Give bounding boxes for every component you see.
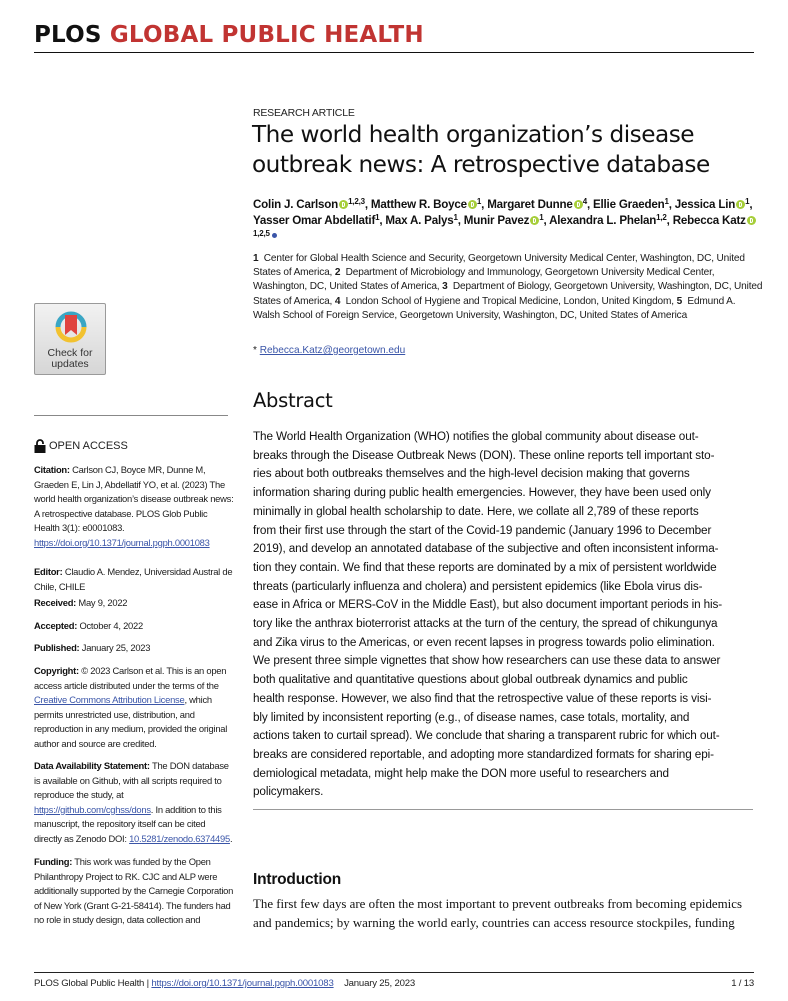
- open-access-label: OPEN ACCESS: [49, 440, 128, 452]
- accepted-label: Accepted:: [34, 620, 78, 631]
- author-affiliation-numbers: 1: [453, 213, 458, 222]
- introduction-body: [253, 895, 765, 932]
- received-date: May 9, 2022: [78, 597, 128, 608]
- author-affiliation-numbers: 1: [745, 197, 750, 206]
- introduction-line: and pandemics; by warning the world early, countries can access resource stockpiles, funding: [253, 915, 735, 930]
- github-link[interactable]: https://github.com/cghss/dons: [34, 803, 151, 815]
- zenodo-doi-link[interactable]: 10.5281/zenodo.6374495: [129, 832, 230, 844]
- data-availability-text-after: .: [229, 832, 233, 844]
- affiliation-number: 4: [334, 295, 341, 307]
- author-affiliation-numbers: 1: [476, 197, 482, 206]
- citation-block: [34, 463, 234, 550]
- footer-date: January 25, 2023: [344, 978, 416, 989]
- license-link[interactable]: Creative Commons Attribution License: [34, 694, 185, 705]
- abstract-heading: Abstract: [253, 389, 333, 412]
- affiliation-text: Department of Biology, Georgetown University, Washington, DC, United States of America,: [253, 281, 763, 307]
- abstract-line: bly limited by inconsistent reporting (e.g., of disease names, case totals, mortality, and: [253, 710, 690, 724]
- abstract-line: breaks through the Disease Outbreak News (DON). These online reports tell important sto-: [253, 448, 715, 462]
- author-name: Colin J. Carlson: [253, 198, 339, 211]
- orcid-icon[interactable]: [747, 216, 756, 225]
- orcid-icon[interactable]: [530, 216, 539, 225]
- author: [385, 214, 463, 227]
- abstract-line: health response. However, we also find that the retrospective value of these reports is visi-: [253, 691, 712, 705]
- author-name: Ellie Graeden: [592, 198, 665, 211]
- corresponding-email-link[interactable]: Rebecca.Katz@georgetown.edu: [259, 345, 406, 356]
- copyright-label: Copyright:: [34, 665, 79, 676]
- orcid-icon[interactable]: [736, 200, 745, 209]
- sidebar-divider: [34, 415, 228, 416]
- data-availability-text-middle: . In addition to this manuscript, the repository itself can be cited directly as Zenodo DOI:: [34, 803, 222, 844]
- author-affiliation-numbers: 1: [664, 197, 669, 206]
- author-separator: ,: [481, 198, 488, 211]
- corresponding-author: [253, 345, 405, 356]
- affiliation-text: London School of Hygiene and Tropical Medicine, London, United Kingdom,: [345, 295, 674, 307]
- author: [464, 214, 549, 227]
- author: [593, 198, 675, 211]
- editor-label: Editor:: [34, 566, 63, 577]
- affiliation-text: Edmund A. Walsh School of Foreign Service, Georgetown University, Washington, DC, United States of America: [253, 295, 736, 321]
- crossmark-icon: [52, 308, 90, 346]
- author-separator: ,: [586, 198, 593, 211]
- author-name: Jessica Lin: [674, 198, 736, 211]
- citation-label: Citation:: [34, 464, 70, 475]
- author-separator: ,: [668, 198, 675, 211]
- author-separator: ,: [666, 214, 673, 227]
- abstract-line: demiological metadata, might help make the DON more useful to researchers and: [253, 766, 669, 780]
- accepted-date: October 4, 2022: [79, 620, 143, 631]
- author: [487, 198, 593, 211]
- abstract-line: and Zika virus to the Americas, or even recent lapses in progress towards polio elimination.: [253, 635, 715, 649]
- abstract-line: threats (particularly influenza and cholera) and persistent epidemics (like Ebola virus dis-: [253, 579, 703, 593]
- page-footer: [34, 978, 754, 989]
- author: [371, 198, 487, 211]
- author-affiliation-numbers: 1,2,5: [253, 229, 270, 238]
- abstract-line: policymakers.: [253, 785, 324, 799]
- abstract-line: tory like the anthrax bioterrorist attacks at the turn of the century, the spread of chikungunya: [253, 617, 718, 631]
- author-separator: ,: [457, 214, 464, 227]
- author-name: Munir Pavez: [463, 214, 530, 227]
- abstract-line: ease in Africa or MERS-CoV in the Middle East), but also document important periods in his-: [253, 598, 723, 612]
- funding-text: This work was funded by the Open Philanthropy Project to RK. CJC and ALP were additionally supported by the Carnegie Corporation of New York (Grant G-21-58414). The funders had no role in study design, data collection and: [34, 856, 234, 925]
- article-type: RESEARCH ARTICLE: [253, 107, 355, 119]
- author-name: Max A. Palys: [385, 214, 454, 227]
- abstract-line: The World Health Organization (WHO) notifies the global community about disease out-: [253, 430, 699, 443]
- received-label: Received:: [34, 597, 77, 608]
- published-label: Published:: [34, 642, 80, 653]
- author-separator: ,: [364, 198, 371, 211]
- editor-block: [34, 565, 234, 594]
- abstract-line: ries about both outbreaks themselves and the high-level decision making that governs: [253, 467, 690, 481]
- data-availability-text-before: The DON database is available on Github, with all scripts required to reproduce the study, at: [34, 760, 229, 800]
- author-name: Yasser Omar Abdellatif: [253, 214, 376, 227]
- header-divider: [34, 52, 754, 53]
- affiliation-text: Department of Microbiology and Immunology, Georgetown University Medical Center, Washington, DC, United States of America,: [253, 267, 715, 293]
- abstract-line: information sharing during public health emergencies. However, they have been used only: [253, 486, 711, 500]
- author: [253, 214, 385, 227]
- published-date: January 25, 2023: [81, 642, 151, 653]
- copyright-text-before: © 2023 Carlson et al. This is an open access article distributed under the terms of the: [34, 665, 227, 691]
- accepted-block: [34, 619, 234, 634]
- copyright-text-after: , which permits unrestricted use, distribution, and reproduction in any medium, provided the original author and source are credited.: [34, 694, 228, 749]
- author-affiliation-numbers: 4: [582, 197, 587, 206]
- journal-name-plos: PLOS: [34, 22, 102, 48]
- affiliation-number: 3: [442, 281, 448, 293]
- orcid-icon[interactable]: [339, 200, 348, 209]
- affiliation-number: 1: [253, 253, 259, 264]
- corresponding-mark: *: [253, 345, 257, 356]
- journal-header: [34, 22, 424, 48]
- open-access-badge: [34, 439, 128, 453]
- orcid-icon[interactable]: [574, 200, 583, 209]
- author-affiliation-numbers: 1: [375, 213, 380, 222]
- footer-divider: [34, 972, 754, 973]
- article-title: The world health organization’s disease outbreak news: A retrospective database: [252, 121, 710, 178]
- author-affiliation-numbers: 1,2,3: [348, 197, 365, 206]
- copyright-block: [34, 664, 234, 751]
- check-for-updates-button[interactable]: [34, 303, 106, 375]
- editor-text: Claudio A. Mendez, Universidad Austral de Chile, CHILE: [34, 566, 233, 592]
- abstract-line: from their first use through the start of the Covid-19 pandemic (January 1996 to December: [253, 523, 712, 537]
- author-name: Margaret Dunne: [487, 198, 573, 211]
- footer-doi-link[interactable]: https://doi.org/10.1371/journal.pgph.0001083: [151, 978, 334, 989]
- affiliation: [335, 296, 677, 307]
- author: [675, 198, 753, 211]
- open-lock-icon: [34, 439, 46, 453]
- citation-doi-link[interactable]: https://doi.org/10.1371/journal.pgph.0001083: [34, 536, 210, 548]
- author-name: Rebecca Katz: [672, 214, 746, 227]
- published-block: [34, 641, 234, 656]
- author: [549, 214, 673, 227]
- received-block: [34, 596, 234, 611]
- abstract-line: 2019), and develop an annotated database of the subjective and often inconsistent informa-: [253, 542, 719, 556]
- affiliation-text: Center for Global Health Science and Security, Georgetown University Medical Center, Washington, DC, United States of America,: [253, 253, 745, 279]
- abstract-line: actions taken to curtail spread). We conclude that sharing a transparent rubric for which out-: [253, 729, 720, 743]
- data-availability-block: [34, 759, 234, 846]
- affiliation-number: 2: [334, 267, 341, 279]
- author-name: Matthew R. Boyce: [370, 198, 467, 211]
- abstract-line: breaks are considered reportable, and adopting more standardized formats for sharing epi-: [253, 747, 714, 761]
- journal-name-gph: GLOBAL PUBLIC HEALTH: [109, 22, 424, 48]
- abstract-line: both qualitative and quantitative questions about global outbreak dynamics and public: [253, 673, 688, 687]
- author-separator: ,: [543, 214, 550, 227]
- footer-journal: PLOS Global Public Health |: [34, 978, 152, 989]
- introduction-heading: Introduction: [253, 871, 341, 888]
- orcid-icon[interactable]: [468, 200, 477, 209]
- author: [253, 198, 371, 211]
- author-name: Alexandra L. Phelan: [549, 214, 657, 227]
- author-separator: ,: [379, 214, 386, 227]
- data-availability-label: Data Availability Statement:: [34, 760, 150, 771]
- abstract-line: tion they contain. We find that these reports are dominated by a mix of persistent worldwide: [253, 560, 717, 574]
- abstract-divider: [253, 809, 753, 810]
- affiliation-list: [253, 252, 763, 323]
- introduction-line: The first few days are often the most important to prevent outbreaks from becoming epidemics: [253, 897, 742, 911]
- author-affiliation-numbers: 1,2: [656, 213, 667, 222]
- funding-block: [34, 855, 234, 928]
- crossmark-label-line2: updates: [51, 358, 89, 370]
- author-affiliation-numbers: 1: [539, 213, 544, 222]
- page-number: 1 / 13: [731, 978, 754, 989]
- corresponding-author-icon: [272, 233, 277, 238]
- author-list: [253, 197, 763, 245]
- citation-text: Carlson CJ, Boyce MR, Dunne M, Graeden E, Lin J, Abdellatif YO, et al. (2023) The world health organization’s disease outbreak news: A retrospective database. PLOS Glob Public Health 3(1): e0001083.: [34, 464, 234, 533]
- crossmark-label-line1: Check for: [47, 347, 93, 359]
- author-separator: ,: [749, 198, 753, 211]
- abstract-line: minimally in global health scholarship to date. Here, we collate all 2,789 of these reports: [253, 504, 699, 518]
- funding-label: Funding:: [34, 856, 73, 867]
- affiliation-number: 5: [676, 295, 683, 307]
- abstract-body: [253, 428, 765, 802]
- abstract-line: We present three simple vignettes that show how researchers can use these data to answer: [253, 654, 721, 668]
